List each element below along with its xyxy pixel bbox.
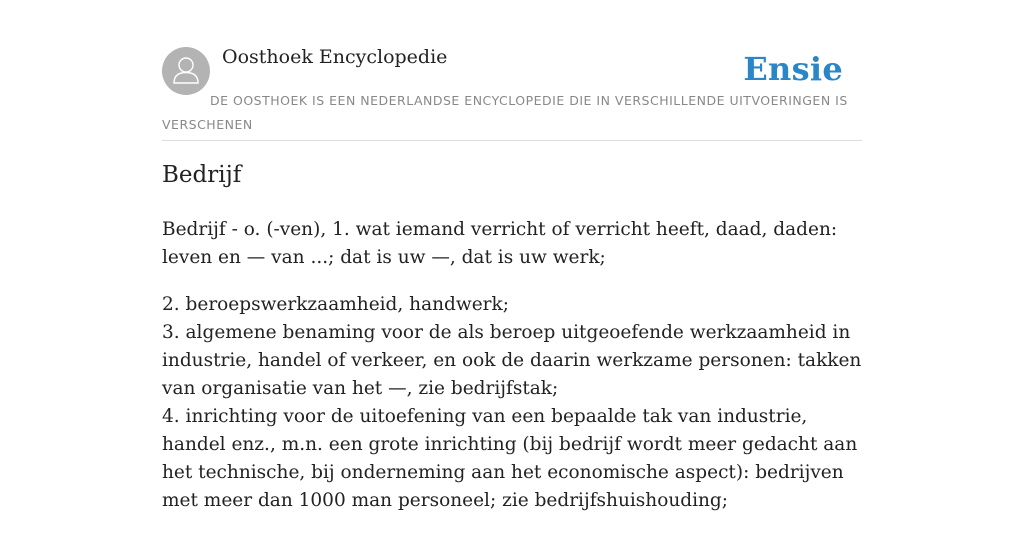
user-avatar-icon[interactable] (162, 47, 210, 95)
definition-item: 2. beroepswerkzaamheid, handwerk; (162, 294, 509, 315)
page (162, 0, 862, 511)
definition-item: 4. inrichting voor de uitoefening van een bepaalde tak van industrie, handel enz., m.n. een grote inrichting (bij bedrijf wordt meer gedacht aan het technische, bij onderneming aan het economische aspect): bedrijven met meer dan 1000 man personeel; zie bedrijfshuishouding; (162, 406, 858, 511)
article-intro: Bedrijf - o. (-ven), 1. wat iemand verricht of verricht heeft, daad, daden: leven en — van ...; dat is uw —, dat is uw werk; (162, 219, 838, 268)
definition-item: 3. algemene benaming voor de als beroep uitgeoefende werkzaamheid in industrie, handel of verkeer, en ook de daarin werkzame personen: takken van organisatie van het —, zie bedrijfstak; (162, 322, 862, 399)
article-items (162, 291, 862, 515)
site-tagline: DE OOSTHOEK IS EEN NEDERLANDSE ENCYCLOPEDIE DIE IN VERSCHILLENDE UITVOERINGEN IS VERSCHENEN (162, 93, 848, 132)
header (162, 0, 862, 141)
ensie-logo[interactable]: Ensie (743, 50, 843, 88)
site-name[interactable]: Oosthoek Encyclopedie (222, 46, 448, 68)
article-body (162, 216, 862, 534)
page-title: Bedrijf (162, 162, 242, 188)
